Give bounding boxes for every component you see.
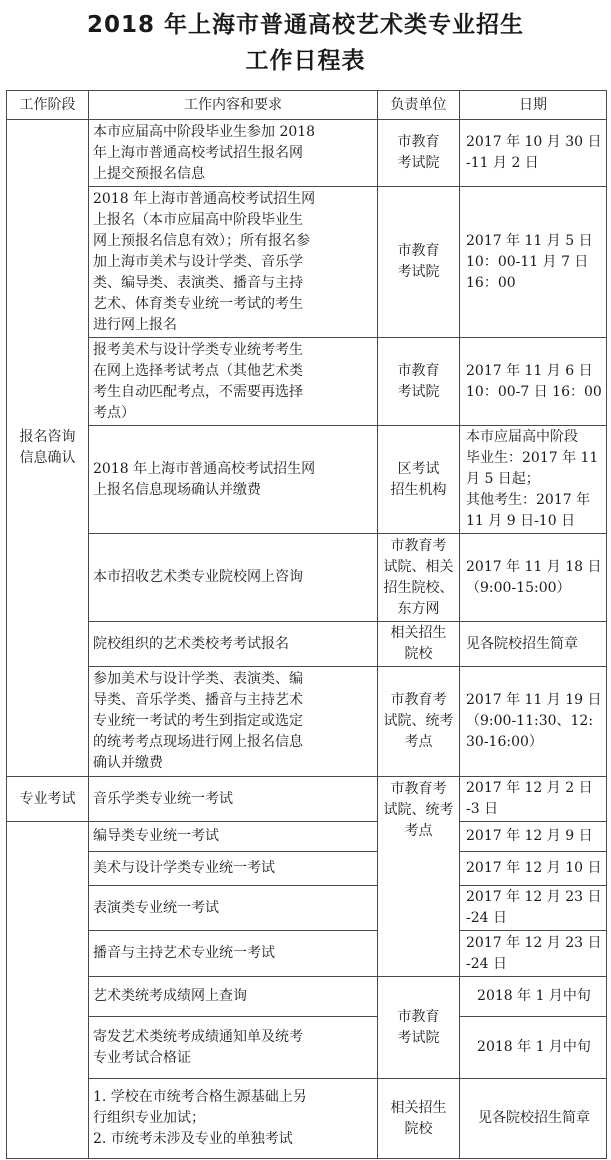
content-cell: 寄发艺术类统考成绩通知单及统考 专业考试合格证 bbox=[89, 1017, 378, 1079]
table-row bbox=[7, 622, 607, 667]
table-row bbox=[7, 1079, 607, 1159]
content-cell: 艺术类统考成绩网上查询 bbox=[89, 977, 378, 1017]
date-cell: 本市应届高中阶段 毕业生：2017 年 11 月 5 日起； 其他考生：2017 年 11 月 9 日-10 日 bbox=[460, 426, 607, 534]
table-row bbox=[7, 852, 607, 886]
date-cell: 见各院校招生简章 bbox=[460, 622, 607, 667]
stage-cell-empty bbox=[7, 822, 89, 1159]
date-cell: 2017 年 11 月 6 日 10：00-7 日 16：00 bbox=[460, 338, 607, 426]
table-row bbox=[7, 187, 607, 338]
date-cell: 见各院校招生简章 bbox=[460, 1079, 607, 1159]
date-cell: 2018 年 1 月中旬 bbox=[460, 977, 607, 1017]
date-cell: 2017 年 12 月 2 日 -3 日 bbox=[460, 777, 607, 822]
unit-cell: 市教育考 试院、相关 招生院校、 东方网 bbox=[378, 534, 460, 622]
content-cell: 2018 年上海市普通高校考试招生网 上报名信息现场确认并缴费 bbox=[89, 426, 378, 534]
content-cell: 报考美术与设计学类专业统考考生 在网上选择考试考点（其他艺术类 考生自动匹配考点，不需要再选择 考点） bbox=[89, 338, 378, 426]
date-cell: 2017 年 12 月 23 日 -24 日 bbox=[460, 931, 607, 977]
table-row bbox=[7, 777, 607, 822]
content-cell: 参加美术与设计学类、表演类、编 导类、音乐学类、播音与主持艺术 专业统一考试的考生到指定或选定 的统考考点现场进行网上报名信息 确认并缴费 bbox=[89, 667, 378, 777]
date-cell: 2017 年 11 月 5 日 10：00-11 月 7 日 16：00 bbox=[460, 187, 607, 338]
date-cell: 2017 年 12 月 10 日 bbox=[460, 852, 607, 886]
date-cell: 2017 年 12 月 9 日 bbox=[460, 822, 607, 852]
stage-cell: 报名咨询 信息确认 bbox=[7, 120, 89, 777]
content-cell: 2018 年上海市普通高校考试招生网 上报名（本市应届高中阶段毕业生 网上预报名信息有效）；所有报名参 加上海市美术与设计学类、音乐学 类、编导类、表演类、播音与主持 艺术、体育类专业统一考试的考生 进行网上报名 bbox=[89, 187, 378, 338]
unit-cell: 市教育 考试院 bbox=[378, 977, 460, 1079]
schedule-table bbox=[6, 90, 607, 1159]
date-cell: 2017 年 11 月 18 日 （9:00-15:00） bbox=[460, 534, 607, 622]
stage-cell: 专业考试 bbox=[7, 777, 89, 822]
content-cell: 表演类专业统一考试 bbox=[89, 886, 378, 931]
unit-cell: 市教育考 试院、统考 考点 bbox=[378, 667, 460, 777]
content-cell: 本市招收艺术类专业院校网上咨询 bbox=[89, 534, 378, 622]
table-row bbox=[7, 931, 607, 977]
content-cell: 1. 学校在市统考合格生源基础上另 行组织专业加试； 2. 市统考未涉及专业的单独考试 bbox=[89, 1079, 378, 1159]
header-unit: 负责单位 bbox=[378, 91, 460, 120]
header-content: 工作内容和要求 bbox=[89, 91, 378, 120]
table-row bbox=[7, 534, 607, 622]
unit-cell: 相关招生 院校 bbox=[378, 622, 460, 667]
table-row bbox=[7, 120, 607, 187]
table-row bbox=[7, 886, 607, 931]
content-cell: 播音与主持艺术专业统一考试 bbox=[89, 931, 378, 977]
page-title-line-2: 工作日程表 bbox=[245, 48, 366, 74]
header-stage: 工作阶段 bbox=[7, 91, 89, 120]
unit-cell: 相关招生 院校 bbox=[378, 1079, 460, 1159]
table-row bbox=[7, 667, 607, 777]
table-header-row bbox=[7, 91, 607, 120]
unit-cell: 市教育 考试院 bbox=[378, 187, 460, 338]
header-date: 日期 bbox=[460, 91, 607, 120]
table-row bbox=[7, 977, 607, 1017]
table-row bbox=[7, 822, 607, 852]
content-cell: 本市应届高中阶段毕业生参加 2018 年上海市普通高校考试招生报名网 上提交预报名信息 bbox=[89, 120, 378, 187]
unit-cell: 区考试 招生机构 bbox=[378, 426, 460, 534]
date-cell: 2017 年 12 月 23 日 -24 日 bbox=[460, 886, 607, 931]
table-row bbox=[7, 338, 607, 426]
content-cell: 音乐学类专业统一考试 bbox=[89, 777, 378, 822]
content-cell: 编导类专业统一考试 bbox=[89, 822, 378, 852]
content-cell: 院校组织的艺术类校考考试报名 bbox=[89, 622, 378, 667]
unit-cell: 市教育考 试院、统考 考点 bbox=[378, 777, 460, 977]
date-cell: 2017 年 11 月 19 日 （9:00-11:30、12: 30-16:00） bbox=[460, 667, 607, 777]
date-cell: 2017 年 10 月 30 日 -11 月 2 日 bbox=[460, 120, 607, 187]
table-row bbox=[7, 1017, 607, 1079]
unit-cell: 市教育 考试院 bbox=[378, 338, 460, 426]
content-cell: 美术与设计学类专业统一考试 bbox=[89, 852, 378, 886]
unit-cell: 市教育 考试院 bbox=[378, 120, 460, 187]
date-cell: 2018 年 1 月中旬 bbox=[460, 1017, 607, 1079]
page-title-line-1: 2018 年上海市普通高校艺术类专业招生 bbox=[86, 12, 525, 38]
table-row bbox=[7, 426, 607, 534]
